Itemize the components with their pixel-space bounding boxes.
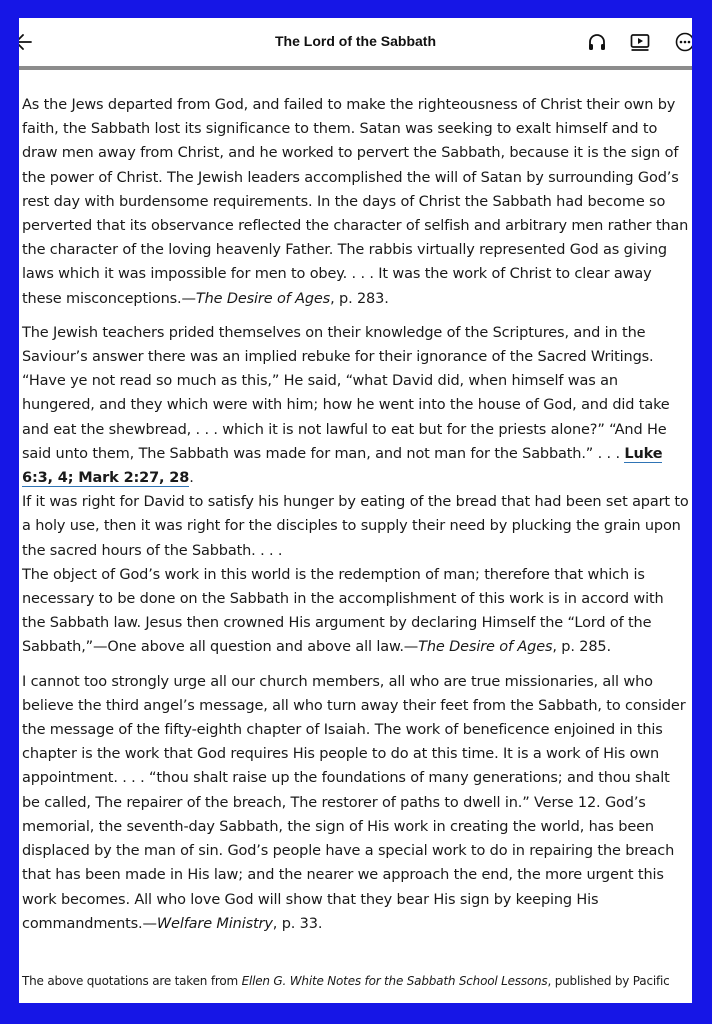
paragraph: I cannot too strongly urge all our church members, all who are true missionaries, all who believe the third angel’s message, all who turn away their feet from the Sabbath, to consider the message of the fifty-eighth chapter of Isaiah. The work of beneficence enjoined in this chapter is the work that God requires His people to do at this time. It is a work of His own appointment. . . . “thou shalt raise up the foundations of many generations; and thou shalt be called, The repairer of the breach, The restorer of paths to dwell in.” Verse 12. God’s memorial, the seventh-day Sabbath, the sign of His work in creating the world, has been displaced by the man of sin. God’s people have a special work to do in repairing the breach that has been made in His law; and the nearer we approach the end, the more urgent this work becomes. All who love God will show that they bear His sign by keeping His commandments.—Welfare Ministry, p. 33. <box>22 673 686 932</box>
paragraph: If it was right for David to satisfy his hunger by eating of the bread that had been set apart to a holy use, then it was right for the disciples to supply their need by plucking the grain upon the sacred hours of the Sabbath. . . . <box>22 494 689 559</box>
more-options-icon[interactable] <box>674 31 692 53</box>
source-title: Welfare Ministry <box>156 915 273 932</box>
paragraph: As the Jews departed from God, and failed to make the righteousness of Christ their own by faith, the Sabbath lost its significance to them. Satan was seeking to exalt himself and to draw men away from Christ, and he worked to pervert the Sabbath, because it is the sign of the power of Christ. The Jewish leaders accomplished the will of Satan by surrounding God’s rest day with burdensome requirements. In the days of Christ the Sabbath had become so perverted that its observance reflected the character of selfish and arbitrary men rather than the character of the loving heavenly Father. The rabbis virtually represented God as giving laws which it was impossible for men to obey. . . . It was the work of Christ to clear away these misconceptions.—The Desire of Ages, p. 283. <box>22 97 689 307</box>
paragraph: The Jewish teachers prided themselves on their knowledge of the Scriptures, and in the Saviour’s answer there was an implied rebuke for their ignorance of the Sacred Writings. “Have ye not read so much as this,” He said, “what David did, when himself was an hungered, and they which were with him; how he went into the house of God, and did take and eat the shewbread, . . . which it is not lawful to eat but for the priests alone?” “And He said unto them, The Sabbath was made for man, and not man for the Sabbath.” . . . Luke 6:3, 4; Mark 2:27, 28. <box>22 324 670 487</box>
reader-frame <box>19 18 692 1003</box>
paragraph: The object of God’s work in this world is the redemption of man; therefore that which is necessary to be done on the Sabbath in the accomplishment of this work is in accord with the Sabbath law. Jesus then crowned His argument by declaring Himself the “Lord of the Sabbath,”—One above all question and above all law.—The Desire of Ages, p. 285. <box>22 566 664 656</box>
reading-progress-bar <box>19 66 692 70</box>
reading-progress-fill <box>19 66 692 70</box>
book-title: Ellen G. White Notes for the Sabbath School Lessons <box>241 974 548 988</box>
footer-note: The above quotations are taken from Ellen G. White Notes for the Sabbath School Lessons, published by Pacific <box>22 974 670 988</box>
source-title: The Desire of Ages <box>418 639 553 656</box>
source-title: The Desire of Ages <box>195 290 331 307</box>
top-bar <box>19 18 692 66</box>
lesson-content <box>22 93 690 936</box>
headphones-icon[interactable] <box>586 31 608 53</box>
play-video-icon[interactable] <box>629 31 651 53</box>
page-title: The Lord of the Sabbath <box>275 33 436 49</box>
scripture-reference-link[interactable]: Luke 6:3, 4; Mark 2:27, 28 <box>22 445 663 487</box>
